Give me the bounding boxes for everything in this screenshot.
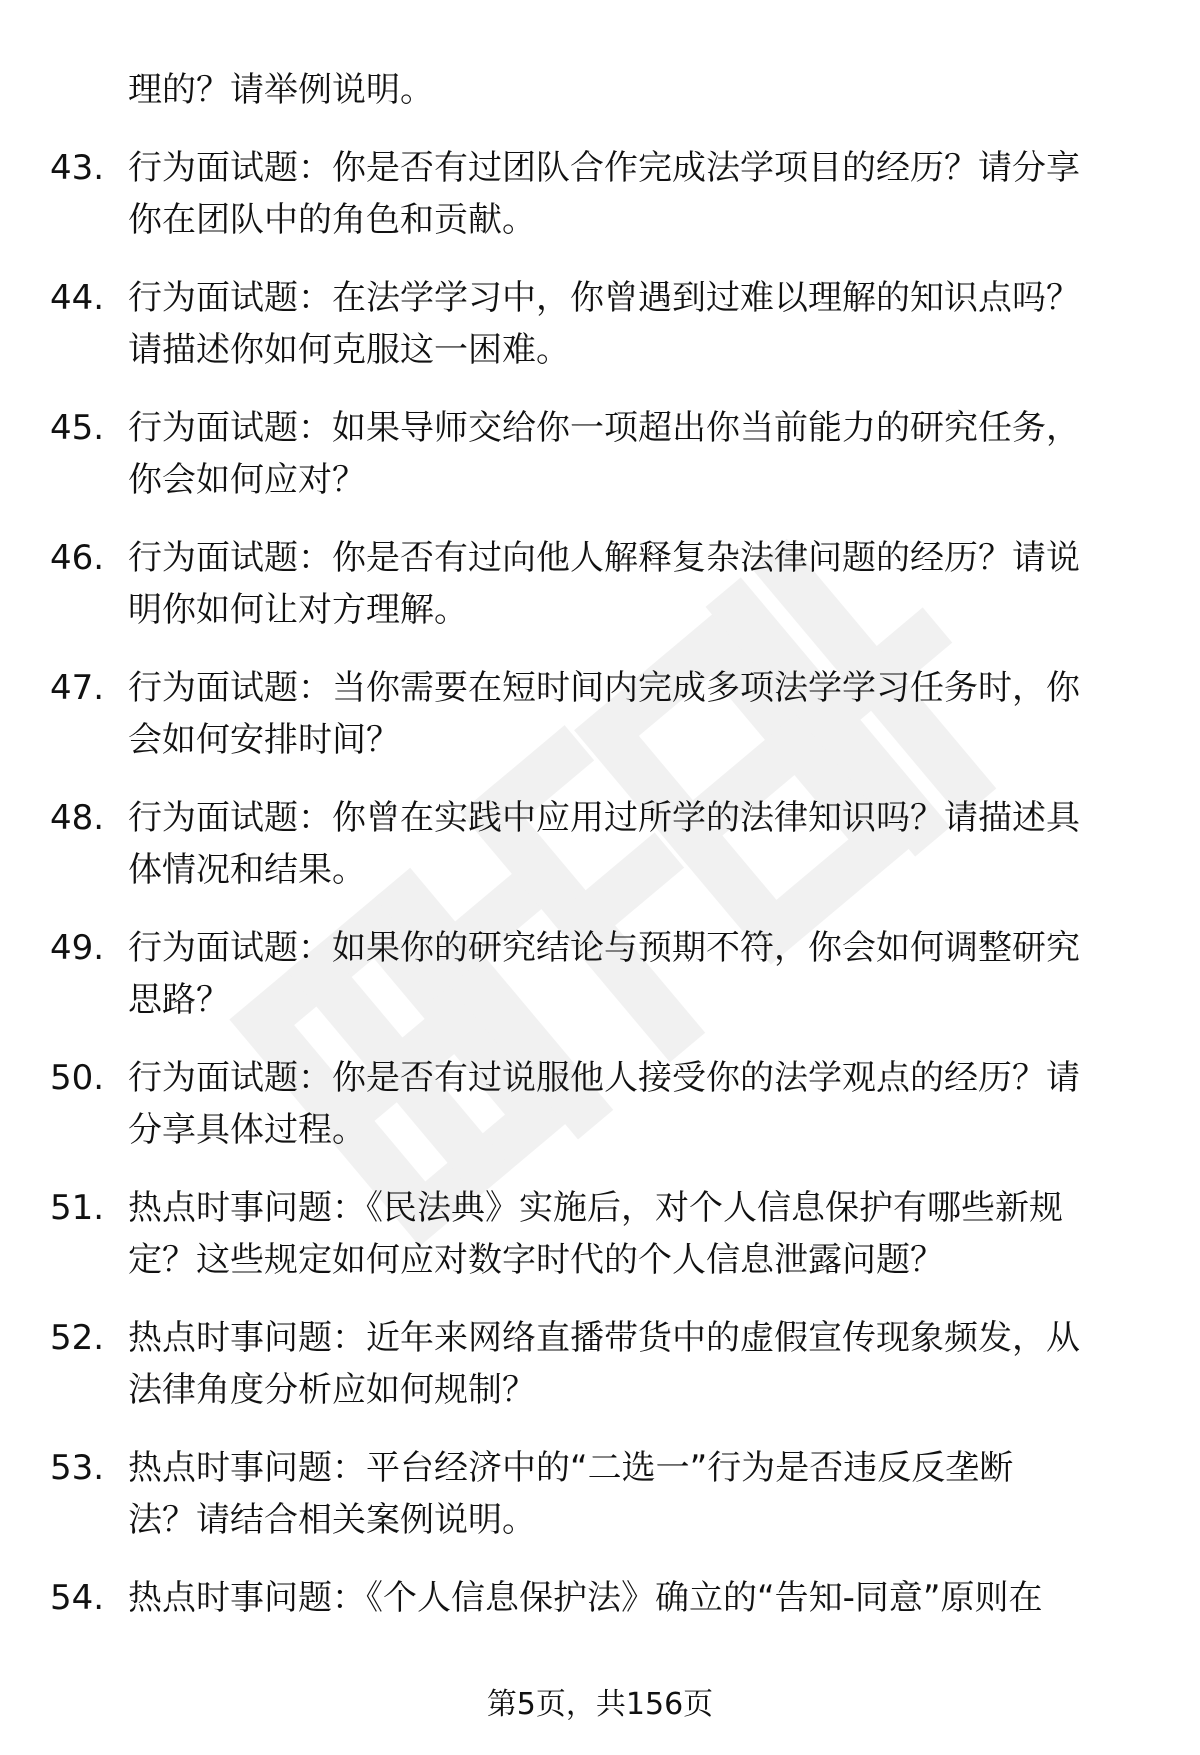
list-item (0, 1052, 1200, 1182)
question-number: 44. (50, 278, 105, 318)
question-text (128, 1312, 1158, 1416)
question-text-line: 明你如何让对方理解。 (128, 590, 468, 630)
list-item (0, 142, 1200, 272)
list-item (0, 662, 1200, 792)
question-number: 51. (50, 1188, 105, 1228)
question-number: 53. (50, 1448, 105, 1488)
question-text-line: 体情况和结果。 (128, 850, 366, 890)
list-item (0, 402, 1200, 532)
question-text (128, 532, 1158, 636)
question-list (0, 142, 1200, 1702)
question-text (128, 1182, 1158, 1286)
question-text-line: 会如何安排时间？ (128, 720, 400, 760)
question-number: 43. (50, 148, 105, 188)
question-text-line: 热点时事问题：平台经济中的“二选一”行为是否违反反垄断 (128, 1448, 1014, 1488)
question-text (128, 922, 1158, 1026)
question-number: 47. (50, 668, 105, 708)
list-item (0, 1442, 1200, 1572)
list-item (0, 922, 1200, 1052)
question-text (128, 1442, 1158, 1546)
question-text (128, 272, 1158, 376)
question-number: 54. (50, 1578, 105, 1618)
list-item (0, 532, 1200, 662)
list-item (0, 272, 1200, 402)
question-text-line: 行为面试题：你曾在实践中应用过所学的法律知识吗？请描述具 (128, 798, 1080, 838)
question-text (128, 402, 1158, 506)
question-text-line: 热点时事问题：《个人信息保护法》确立的“告知-同意”原则在 (128, 1578, 1043, 1618)
question-text (128, 142, 1158, 246)
question-text (128, 662, 1158, 766)
question-number: 46. (50, 538, 105, 578)
question-text (128, 1572, 1158, 1624)
question-text-line: 热点时事问题：近年来网络直播带货中的虚假宣传现象频发，从 (128, 1318, 1080, 1358)
question-number: 48. (50, 798, 105, 838)
question-text (128, 1052, 1158, 1156)
question-text-line: 行为面试题：如果你的研究结论与预期不符，你会如何调整研究 (128, 928, 1080, 968)
list-item (0, 1182, 1200, 1312)
question-text-line: 请描述你如何克服这一困难。 (128, 330, 570, 370)
question-text-line: 法？请结合相关案例说明。 (128, 1500, 536, 1540)
list-item (0, 792, 1200, 922)
question-text-line: 行为面试题：你是否有过向他人解释复杂法律问题的经历？请说 (128, 538, 1080, 578)
list-item (0, 1572, 1200, 1702)
question-text-line: 行为面试题：在法学学习中，你曾遇到过难以理解的知识点吗？ (128, 278, 1080, 318)
question-text-line: 定？这些规定如何应对数字时代的个人信息泄露问题？ (128, 1240, 944, 1280)
question-text-line: 热点时事问题：《民法典》实施后，对个人信息保护有哪些新规 (128, 1188, 1063, 1228)
question-number: 49. (50, 928, 105, 968)
page-footer: 第5页，共156页 (486, 1687, 714, 1722)
question-text-line: 行为面试题：如果导师交给你一项超出你当前能力的研究任务， (128, 408, 1080, 448)
question-number: 45. (50, 408, 105, 448)
question-number: 52. (50, 1318, 105, 1358)
continued-question-text: 理的？请举例说明。 (128, 70, 434, 110)
question-text-line: 分享具体过程。 (128, 1110, 366, 1150)
question-text-line: 法律角度分析应如何规制？ (128, 1370, 536, 1410)
question-text-line: 思路？ (128, 980, 230, 1020)
list-item (0, 1312, 1200, 1442)
question-text-line: 行为面试题：当你需要在短时间内完成多项法学学习任务时，你 (128, 668, 1080, 708)
question-text-line: 你在团队中的角色和贡献。 (128, 200, 536, 240)
question-text-line: 你会如何应对？ (128, 460, 366, 500)
question-number: 50. (50, 1058, 105, 1098)
question-text-line: 行为面试题：你是否有过团队合作完成法学项目的经历？请分享 (128, 148, 1080, 188)
question-text (128, 792, 1158, 896)
question-text-line: 行为面试题：你是否有过说服他人接受你的法学观点的经历？请 (128, 1058, 1080, 1098)
